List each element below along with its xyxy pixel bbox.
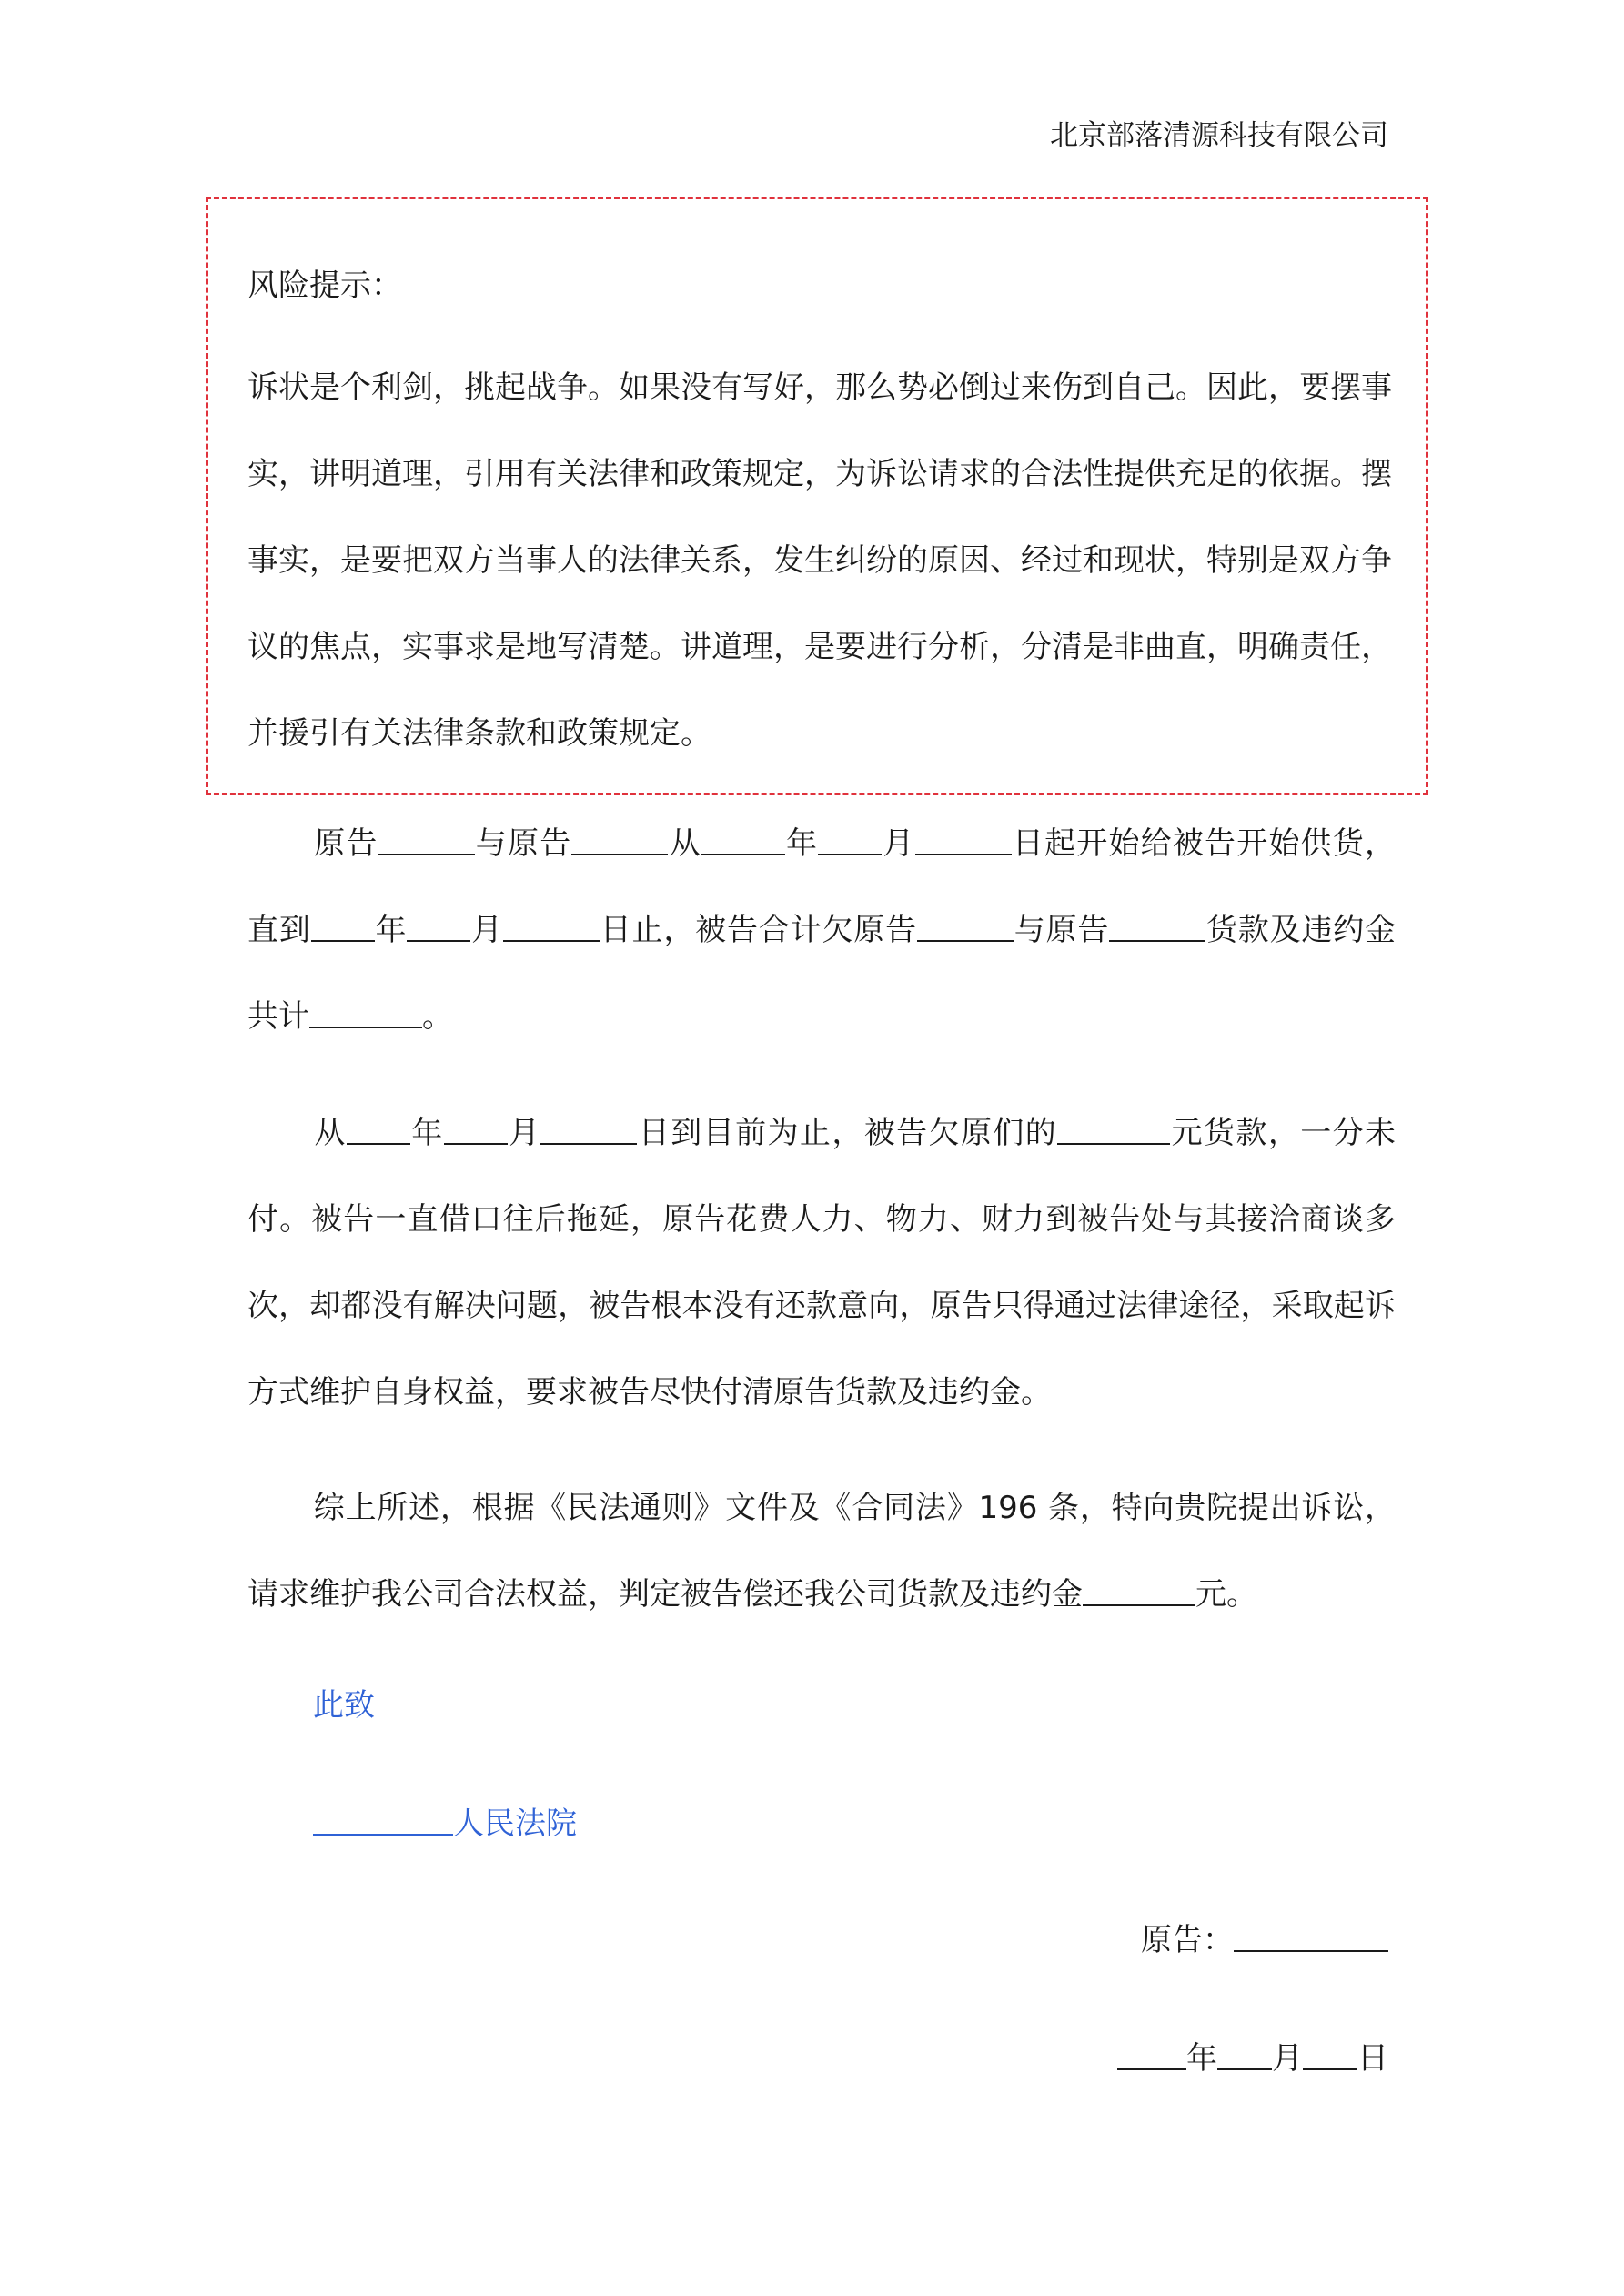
blank-field[interactable] [503, 913, 600, 942]
court-name-blank[interactable] [313, 1806, 453, 1836]
blank-field[interactable] [311, 913, 375, 942]
company-name: 北京部落清源科技有限公司 [1050, 119, 1388, 152]
court-line: 人民法院 [313, 1802, 577, 1846]
blank-field[interactable] [818, 826, 882, 855]
blank-field[interactable] [571, 826, 668, 855]
blank-field[interactable] [1057, 1116, 1170, 1145]
blank-field[interactable] [915, 826, 1012, 855]
signature-date: 年 月 日 [1117, 2037, 1388, 2080]
plaintiff-name-blank[interactable] [1234, 1923, 1388, 1952]
day-blank[interactable] [1303, 2041, 1357, 2070]
blank-field[interactable] [378, 826, 475, 855]
blank-field[interactable] [1083, 1577, 1195, 1606]
blank-field[interactable] [407, 913, 470, 942]
year-blank[interactable] [1117, 2041, 1186, 2070]
plaintiff-signature: 原告： [1141, 1918, 1388, 1962]
paragraph-conclusion: 综上所述，根据《民法通则》文件及《合同法》196 条，特向贵院提出诉讼，请求维护我公司合法权益，判定被告偿还我公司货款及违约金 元。 [247, 1490, 1396, 1613]
paragraph-supply: 原告 与原告 从 年 月 日起开始给被告开始供货，直到 年 月 日止，被告合计欠原告 与原告 货款及违约金共计 。 [247, 825, 1397, 1035]
blank-field[interactable] [540, 1116, 637, 1145]
blank-field[interactable] [444, 1116, 508, 1145]
blank-field[interactable] [1109, 913, 1205, 942]
risk-notice-title: 风险提示： [247, 268, 402, 304]
blank-field[interactable] [701, 826, 785, 855]
salutation: 此致 [313, 1687, 375, 1724]
risk-notice-body: 诉状是个利剑，挑起战争。如果没有写好，那么势必倒过来伤到自己。因此，要摆事实，讲明道理，引用有关法律和政策规定，为诉讼请求的合法性提供充足的依据。摆事实，是要把双方当事人的法律关系，发生纠纷的原因、经过和现状，特别是双方争议的焦点，实事求是地写清楚。讲道理，是要进行分析，分清是非曲直，明确责任，并援引有关法律条款和政策规定。 [247, 369, 1392, 752]
month-blank[interactable] [1217, 2041, 1272, 2070]
blank-field[interactable] [917, 913, 1014, 942]
blank-field[interactable] [347, 1116, 410, 1145]
paragraph-debt: 从 年 月 日到目前为止，被告欠原们的 元货款，一分未付。被告一直借口往后拖延，原告花费人力、物力、财力到被告处与其接洽商谈多次，却都没有解决问题，被告根本没有还款意向，原告只得通过法律途径，采取起诉方式维护自身权益，要求被告尽快付清原告货款及违约金。 [247, 1115, 1397, 1411]
blank-field[interactable] [309, 999, 422, 1028]
